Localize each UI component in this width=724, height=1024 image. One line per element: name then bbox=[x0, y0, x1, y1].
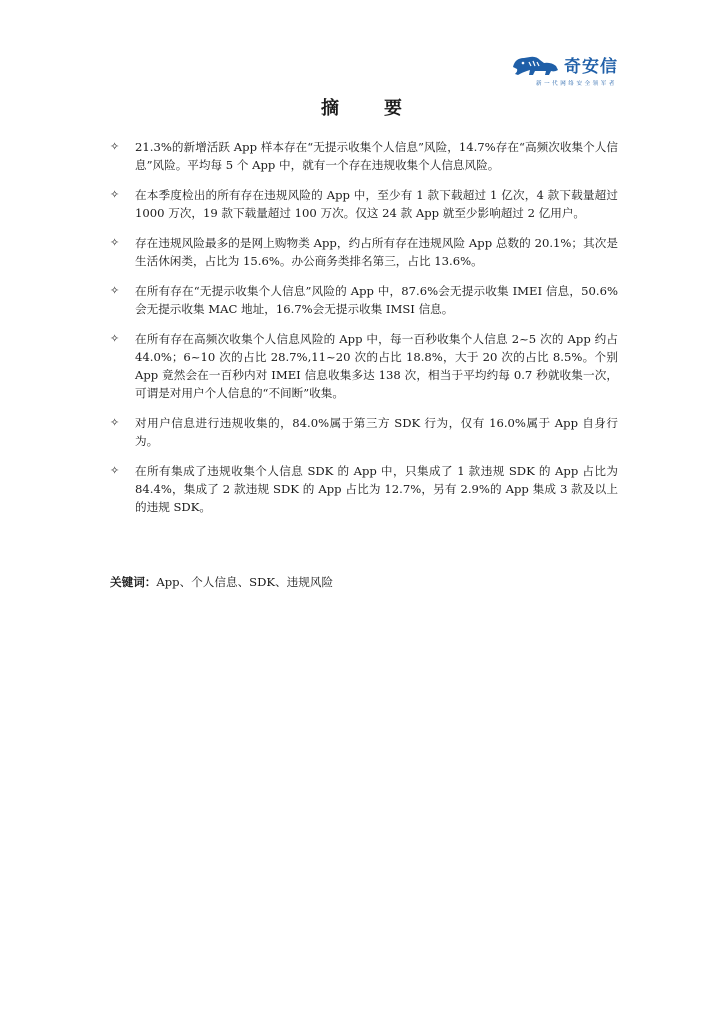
list-item bbox=[110, 186, 618, 222]
diamond-bullet-icon: ✧ bbox=[110, 464, 120, 477]
list-item-text: 在所有存在高频次收集个人信息风险的 App 中，每一百秒收集个人信息 2~5 次的 App 约占 44.0%；6~10 次的占比 28.7%,11~20 次的占比 18.8%，大于 20 次的占比 8.5%。个别 App 竟然会在一百秒内对 IMEI 信息收集多达 138 次，相当于平均约每 0.7 秒就收集一次，可谓是对用户个人信息的“不间断”收集。 bbox=[135, 332, 618, 400]
diamond-bullet-icon: ✧ bbox=[110, 416, 120, 429]
diamond-bullet-icon: ✧ bbox=[110, 284, 120, 297]
diamond-bullet-icon: ✧ bbox=[110, 140, 120, 153]
company-logo bbox=[511, 52, 618, 87]
list-item-text: 在本季度检出的所有存在违规风险的 App 中，至少有 1 款下载超过 1 亿次，4 款下载量超过 1000 万次，19 款下载量超过 100 万次。仅这 24 款 App 就至少影响超过 2 亿用户。 bbox=[135, 188, 618, 220]
lion-mascot-icon bbox=[511, 53, 561, 77]
keywords-value: App、个人信息、SDK、违规风险 bbox=[156, 575, 334, 589]
title-char-1: 摘 bbox=[321, 98, 340, 119]
summary-list bbox=[110, 138, 618, 528]
list-item bbox=[110, 414, 618, 450]
list-item-text: 对用户信息进行违规收集的，84.0%属于第三方 SDK 行为，仅有 16.0%属于 App 自身行为。 bbox=[135, 416, 618, 448]
page-title bbox=[0, 94, 724, 120]
list-item-text: 在所有存在“无提示收集个人信息”风险的 App 中，87.6%会无提示收集 IMEI 信息，50.6%会无提示收集 MAC 地址，16.7%会无提示收集 IMSI 信息。 bbox=[135, 284, 618, 316]
list-item bbox=[110, 462, 618, 516]
list-item bbox=[110, 138, 618, 174]
list-item-text: 存在违规风险最多的是网上购物类 App，约占所有存在违规风险 App 总数的 20.1%；其次是生活休闲类，占比为 15.6%。办公商务类排名第三，占比 13.6%。 bbox=[135, 236, 618, 268]
logo-name: 奇安信 bbox=[564, 57, 618, 77]
list-item bbox=[110, 330, 618, 402]
keywords-label: 关键词： bbox=[110, 575, 157, 589]
logo-slogan: 新一代网络安全领军者 bbox=[535, 81, 617, 87]
list-item bbox=[110, 282, 618, 318]
diamond-bullet-icon: ✧ bbox=[110, 236, 120, 249]
title-char-2: 要 bbox=[384, 98, 403, 119]
keywords-line bbox=[110, 573, 333, 591]
list-item-text: 在所有集成了违规收集个人信息 SDK 的 App 中，只集成了 1 款违规 SDK 的 App 占比为 84.4%，集成了 2 款违规 SDK 的 App 占比为 12.7%，另有 2.9%的 App 集成 3 款及以上的违规 SDK。 bbox=[135, 464, 618, 514]
diamond-bullet-icon: ✧ bbox=[110, 332, 120, 345]
list-item-text: 21.3%的新增活跃 App 样本存在“无提示收集个人信息”风险，14.7%存在“高频次收集个人信息”风险。平均每 5 个 App 中，就有一个存在违规收集个人信息风险。 bbox=[135, 140, 618, 172]
logo-row bbox=[511, 52, 618, 77]
diamond-bullet-icon: ✧ bbox=[110, 188, 120, 201]
list-item bbox=[110, 234, 618, 270]
